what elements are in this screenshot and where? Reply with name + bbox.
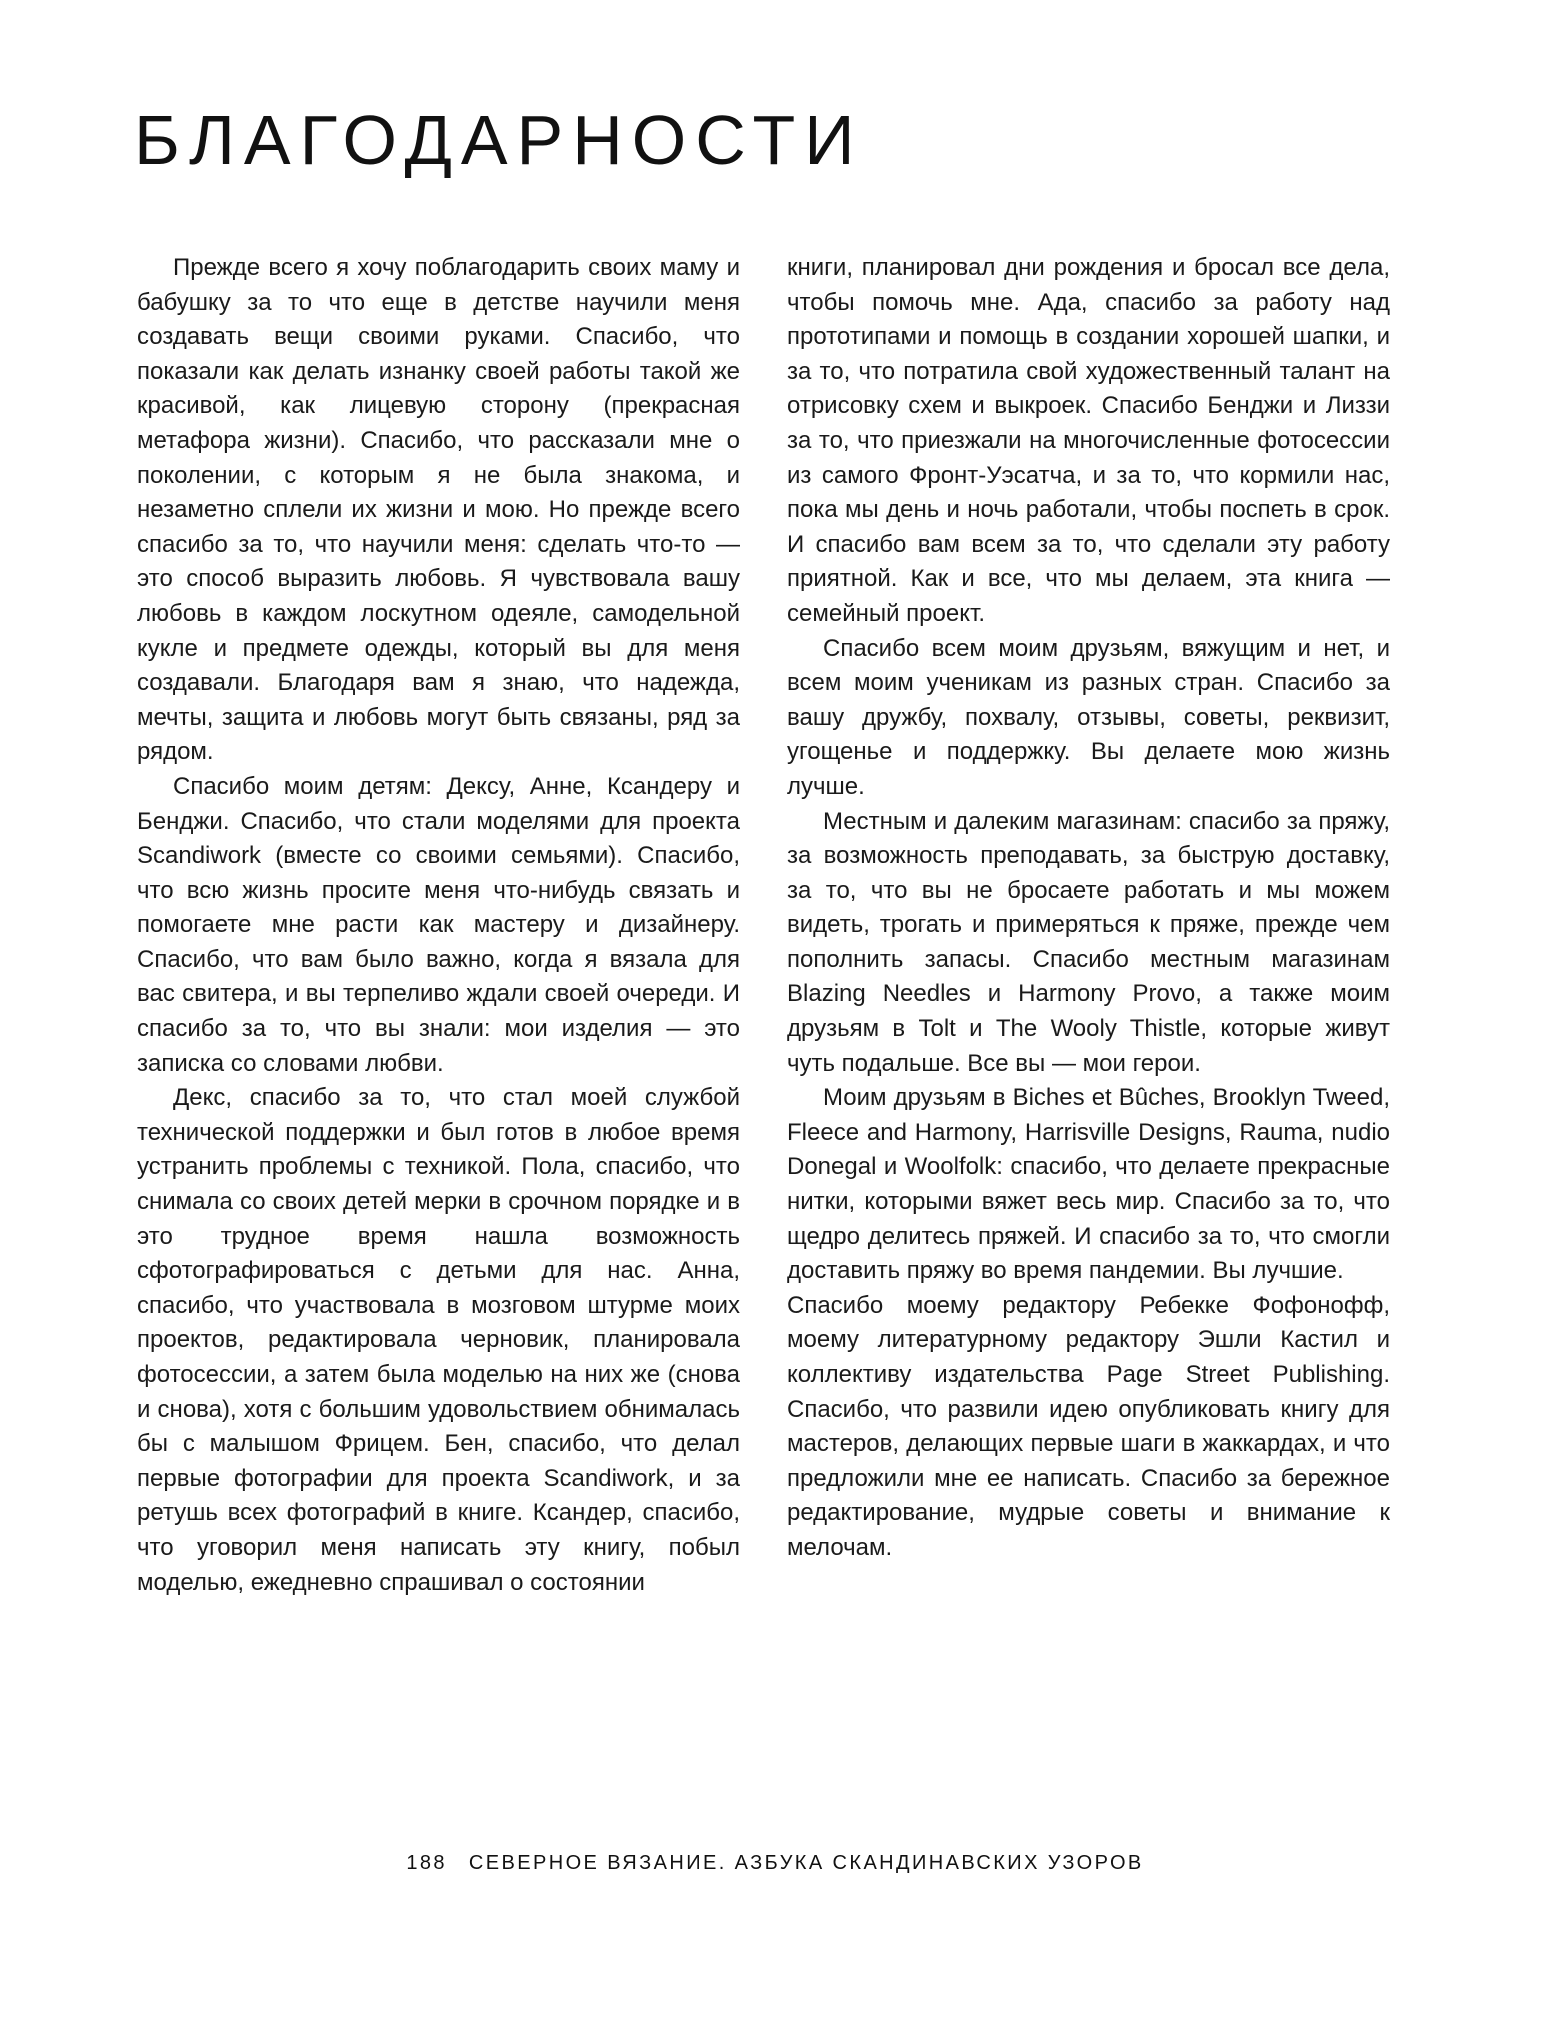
paragraph: Декс, спасибо за то, что стал моей службой технической поддержки и был готов в любое время устранить проблемы с техникой. Пола, спасибо, что снимала со своих детей мерки в срочном порядке и в это трудное время нашла возможность сфотографироваться с детьми для нас. Анна, спасибо, что участвовала в мозговом штурме моих проектов, редактировала черновик, планировала фотосессии, а затем была моделью на них же (снова и снова), хотя с большим удовольствием обнималась бы с малышом Фрицем. Бен, спасибо, что делал первые фотографии для проекта Scandiwork, и за ретушь всех фотографий в книге. Ксандер, спасибо, что уговорил меня написать эту книгу, побыл моделью, ежедневно спрашивал о состоянии	[137, 1084, 740, 1596]
page-number: 188	[406, 1852, 447, 1874]
page-title: БЛАГОДАРНОСТИ	[134, 101, 864, 179]
right-column	[787, 251, 1390, 1566]
paragraph-continuation: книги, планировал дни рождения и бросал все дела, чтобы помочь мне. Ада, спасибо за работу над прототипами и помощь в создании хорошей шапки, и за то, что потратила свой художественный талант на отрисовку схем и выкроек. Спасибо Бенджи и Лиззи за то, что приезжали на многочисленные фотосессии из самого Фронт-Уэсатча, и за то, что кормили нас, пока мы день и ночь работали, чтобы поспеть в срок. И спасибо вам всем за то, что сделали эту работу приятной. Как и все, что мы делаем, эта книга — семейный проект.	[787, 254, 1390, 627]
running-title: СЕВЕРНОЕ ВЯЗАНИЕ. АЗБУКА СКАНДИНАВСКИХ УЗОРОВ	[468, 1852, 1144, 1874]
left-column	[137, 251, 740, 1600]
paragraph: Прежде всего я хочу поблагодарить своих маму и бабушку за то что еще в детстве научили меня создавать вещи своими руками. Спасибо, что показали как делать изнанку своей работы такой же красивой, как лицевую сторону (прекрасная метафора жизни). Спасибо, что рассказали мне о поколении, с которым я не была знакома, и незаметно сплели их жизни и мою. Но прежде всего спасибо за то, что научили меня: сделать что-то — это способ выразить любовь. Я чувствовала вашу любовь в каждом лоскутном одеяле, самодельной кукле и предмете одежды, который вы для меня создавали. Благодаря вам я знаю, что надежда, мечты, защита и любовь могут быть связаны, ряд за рядом.	[137, 254, 740, 766]
page-footer	[0, 1852, 1550, 1875]
paragraph: Спасибо всем моим друзьям, вяжущим и нет, и всем моим ученикам из разных стран. Спасибо за вашу дружбу, похвалу, отзывы, советы, реквизит, угощенье и поддержку. Вы делаете мою жизнь лучше.	[787, 634, 1390, 800]
paragraph: Спасибо моим детям: Дексу, Анне, Ксандеру и Бенджи. Спасибо, что стали моделями для проекта Scandiwork (вместе со своими семьями). Спасибо, что всю жизнь просите меня что-нибудь связать и помогаете мне расти как мастеру и дизайнеру. Спасибо, что вам было важно, когда я вязала для вас свитера, и вы терпеливо ждали своей очереди. И спасибо за то, что вы знали: мои изделия — это записка со словами любви.	[137, 772, 740, 1077]
paragraph: Местным и далеким магазинам: спасибо за пряжу, за возможность преподавать, за быструю доставку, за то, что вы не бросаете работать и мы можем видеть, трогать и примеряться к пряже, прежде чем пополнить запасы. Спасибо местным магазинам Blazing Needles и Harmony Provo, а также моим друзьям в Tolt и The Wooly Thistle, которые живут чуть подальше. Все вы — мои герои.	[787, 807, 1390, 1077]
paragraph: Спасибо моему редактору Ребекке Фофонофф, моему литературному редактору Эшли Кастил и коллективу издательства Page Street Publishing. Спасибо, что развили идею опубликовать книгу для мастеров, делающих первые шаги в жаккардах, и что предложили мне ее написать. Спасибо за бережное редактирование, мудрые советы и внимание к мелочам.	[787, 1291, 1390, 1561]
paragraph: Моим друзьям в Biches et Bûches, Brooklyn Tweed, Fleece and Harmony, Harrisville Designs, Rauma, nudio Donegal и Woolfolk: спасибо, что делаете прекрасные нитки, которыми вяжет весь мир. Спасибо за то, что щедро делитесь пряжей. И спасибо за то, что смогли доставить пряжу во время пандемии. Вы лучшие.	[787, 1084, 1390, 1285]
